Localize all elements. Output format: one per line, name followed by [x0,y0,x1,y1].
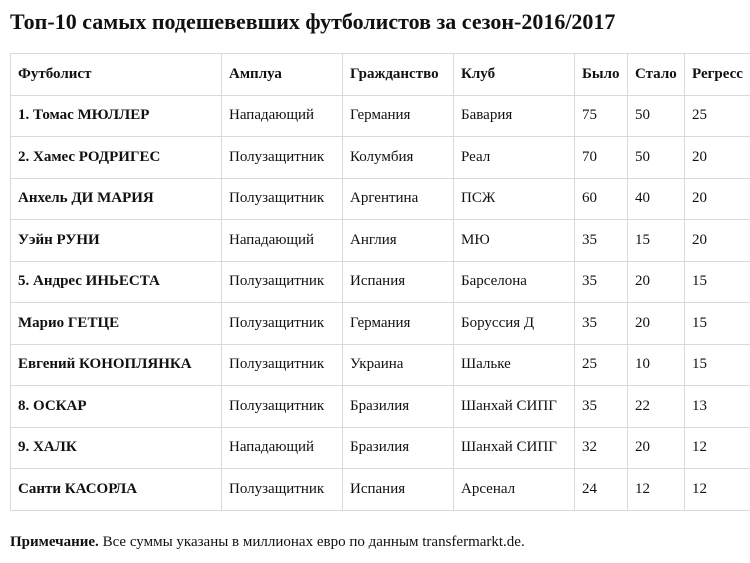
cell-was: 35 [575,220,628,262]
cell-regress: 12 [685,427,750,469]
cell-player: 2. Хамес РОДРИГЕС [11,137,222,179]
header-club: Клуб [454,54,575,96]
cell-became: 12 [628,469,685,511]
cell-became: 10 [628,344,685,386]
cell-citizenship: Бразилия [343,386,454,428]
cell-became: 20 [628,427,685,469]
cell-player: Евгений КОНОПЛЯНКА [11,344,222,386]
cell-was: 75 [575,95,628,137]
cell-regress: 15 [685,303,750,345]
header-citizenship: Гражданство [343,54,454,96]
cell-citizenship: Испания [343,261,454,303]
table-row [11,469,750,511]
cell-club: Шанхай СИПГ [454,386,575,428]
table-row [11,220,750,262]
cell-club: ПСЖ [454,178,575,220]
cell-became: 22 [628,386,685,428]
footnote-text: Все суммы указаны в миллионах евро по данным transfermarkt.de. [98,534,525,550]
cell-player: 9. ХАЛК [11,427,222,469]
cell-club: Боруссия Д [454,303,575,345]
cell-was: 35 [575,261,628,303]
cell-citizenship: Украина [343,344,454,386]
cell-regress: 25 [685,95,750,137]
header-regress: Регресс [685,54,750,96]
table-row [11,137,750,179]
header-was: Было [575,54,628,96]
cell-position: Нападающий [222,220,343,262]
table-row [11,178,750,220]
cell-was: 60 [575,178,628,220]
header-became: Стало [628,54,685,96]
cell-regress: 20 [685,137,750,179]
cell-position: Полузащитник [222,344,343,386]
cell-citizenship: Германия [343,303,454,345]
table-row [11,261,750,303]
cell-became: 50 [628,137,685,179]
table-row [11,303,750,345]
cell-was: 24 [575,469,628,511]
cell-player: Анхель ДИ МАРИЯ [11,178,222,220]
cell-player: 8. ОСКАР [11,386,222,428]
cell-position: Полузащитник [222,386,343,428]
header-position: Амплуа [222,54,343,96]
cell-player: Уэйн РУНИ [11,220,222,262]
cell-regress: 20 [685,220,750,262]
cell-player: 1. Томас МЮЛЛЕР [11,95,222,137]
cell-club: Бавария [454,95,575,137]
cell-position: Нападающий [222,95,343,137]
cell-regress: 20 [685,178,750,220]
cell-became: 20 [628,303,685,345]
cell-was: 32 [575,427,628,469]
players-table [10,53,750,511]
cell-became: 20 [628,261,685,303]
cell-player: Санти КАСОРЛА [11,469,222,511]
cell-citizenship: Аргентина [343,178,454,220]
cell-was: 25 [575,344,628,386]
cell-club: МЮ [454,220,575,262]
footnote [10,534,525,551]
cell-player: Марио ГЕТЦЕ [11,303,222,345]
cell-club: Реал [454,137,575,179]
cell-club: Арсенал [454,469,575,511]
table-row [11,427,750,469]
cell-position: Полузащитник [222,303,343,345]
page-title: Топ-10 самых подешевевших футболистов за сезон-2016/2017 [10,9,616,34]
table-row [11,95,750,137]
cell-was: 70 [575,137,628,179]
cell-position: Нападающий [222,427,343,469]
cell-position: Полузащитник [222,261,343,303]
cell-club: Шальке [454,344,575,386]
cell-regress: 15 [685,261,750,303]
cell-citizenship: Англия [343,220,454,262]
cell-club: Шанхай СИПГ [454,427,575,469]
cell-was: 35 [575,386,628,428]
table-header-row [11,54,750,96]
cell-position: Полузащитник [222,178,343,220]
cell-regress: 15 [685,344,750,386]
cell-became: 50 [628,95,685,137]
cell-player: 5. Андрес ИНЬЕСТА [11,261,222,303]
cell-was: 35 [575,303,628,345]
cell-regress: 12 [685,469,750,511]
table-row [11,386,750,428]
cell-regress: 13 [685,386,750,428]
cell-position: Полузащитник [222,469,343,511]
footnote-label: Примечание. [10,534,99,550]
header-player: Футболист [11,54,222,96]
cell-became: 40 [628,178,685,220]
cell-became: 15 [628,220,685,262]
cell-citizenship: Колумбия [343,137,454,179]
cell-citizenship: Бразилия [343,427,454,469]
cell-citizenship: Испания [343,469,454,511]
cell-club: Барселона [454,261,575,303]
cell-position: Полузащитник [222,137,343,179]
cell-citizenship: Германия [343,95,454,137]
table-row [11,344,750,386]
